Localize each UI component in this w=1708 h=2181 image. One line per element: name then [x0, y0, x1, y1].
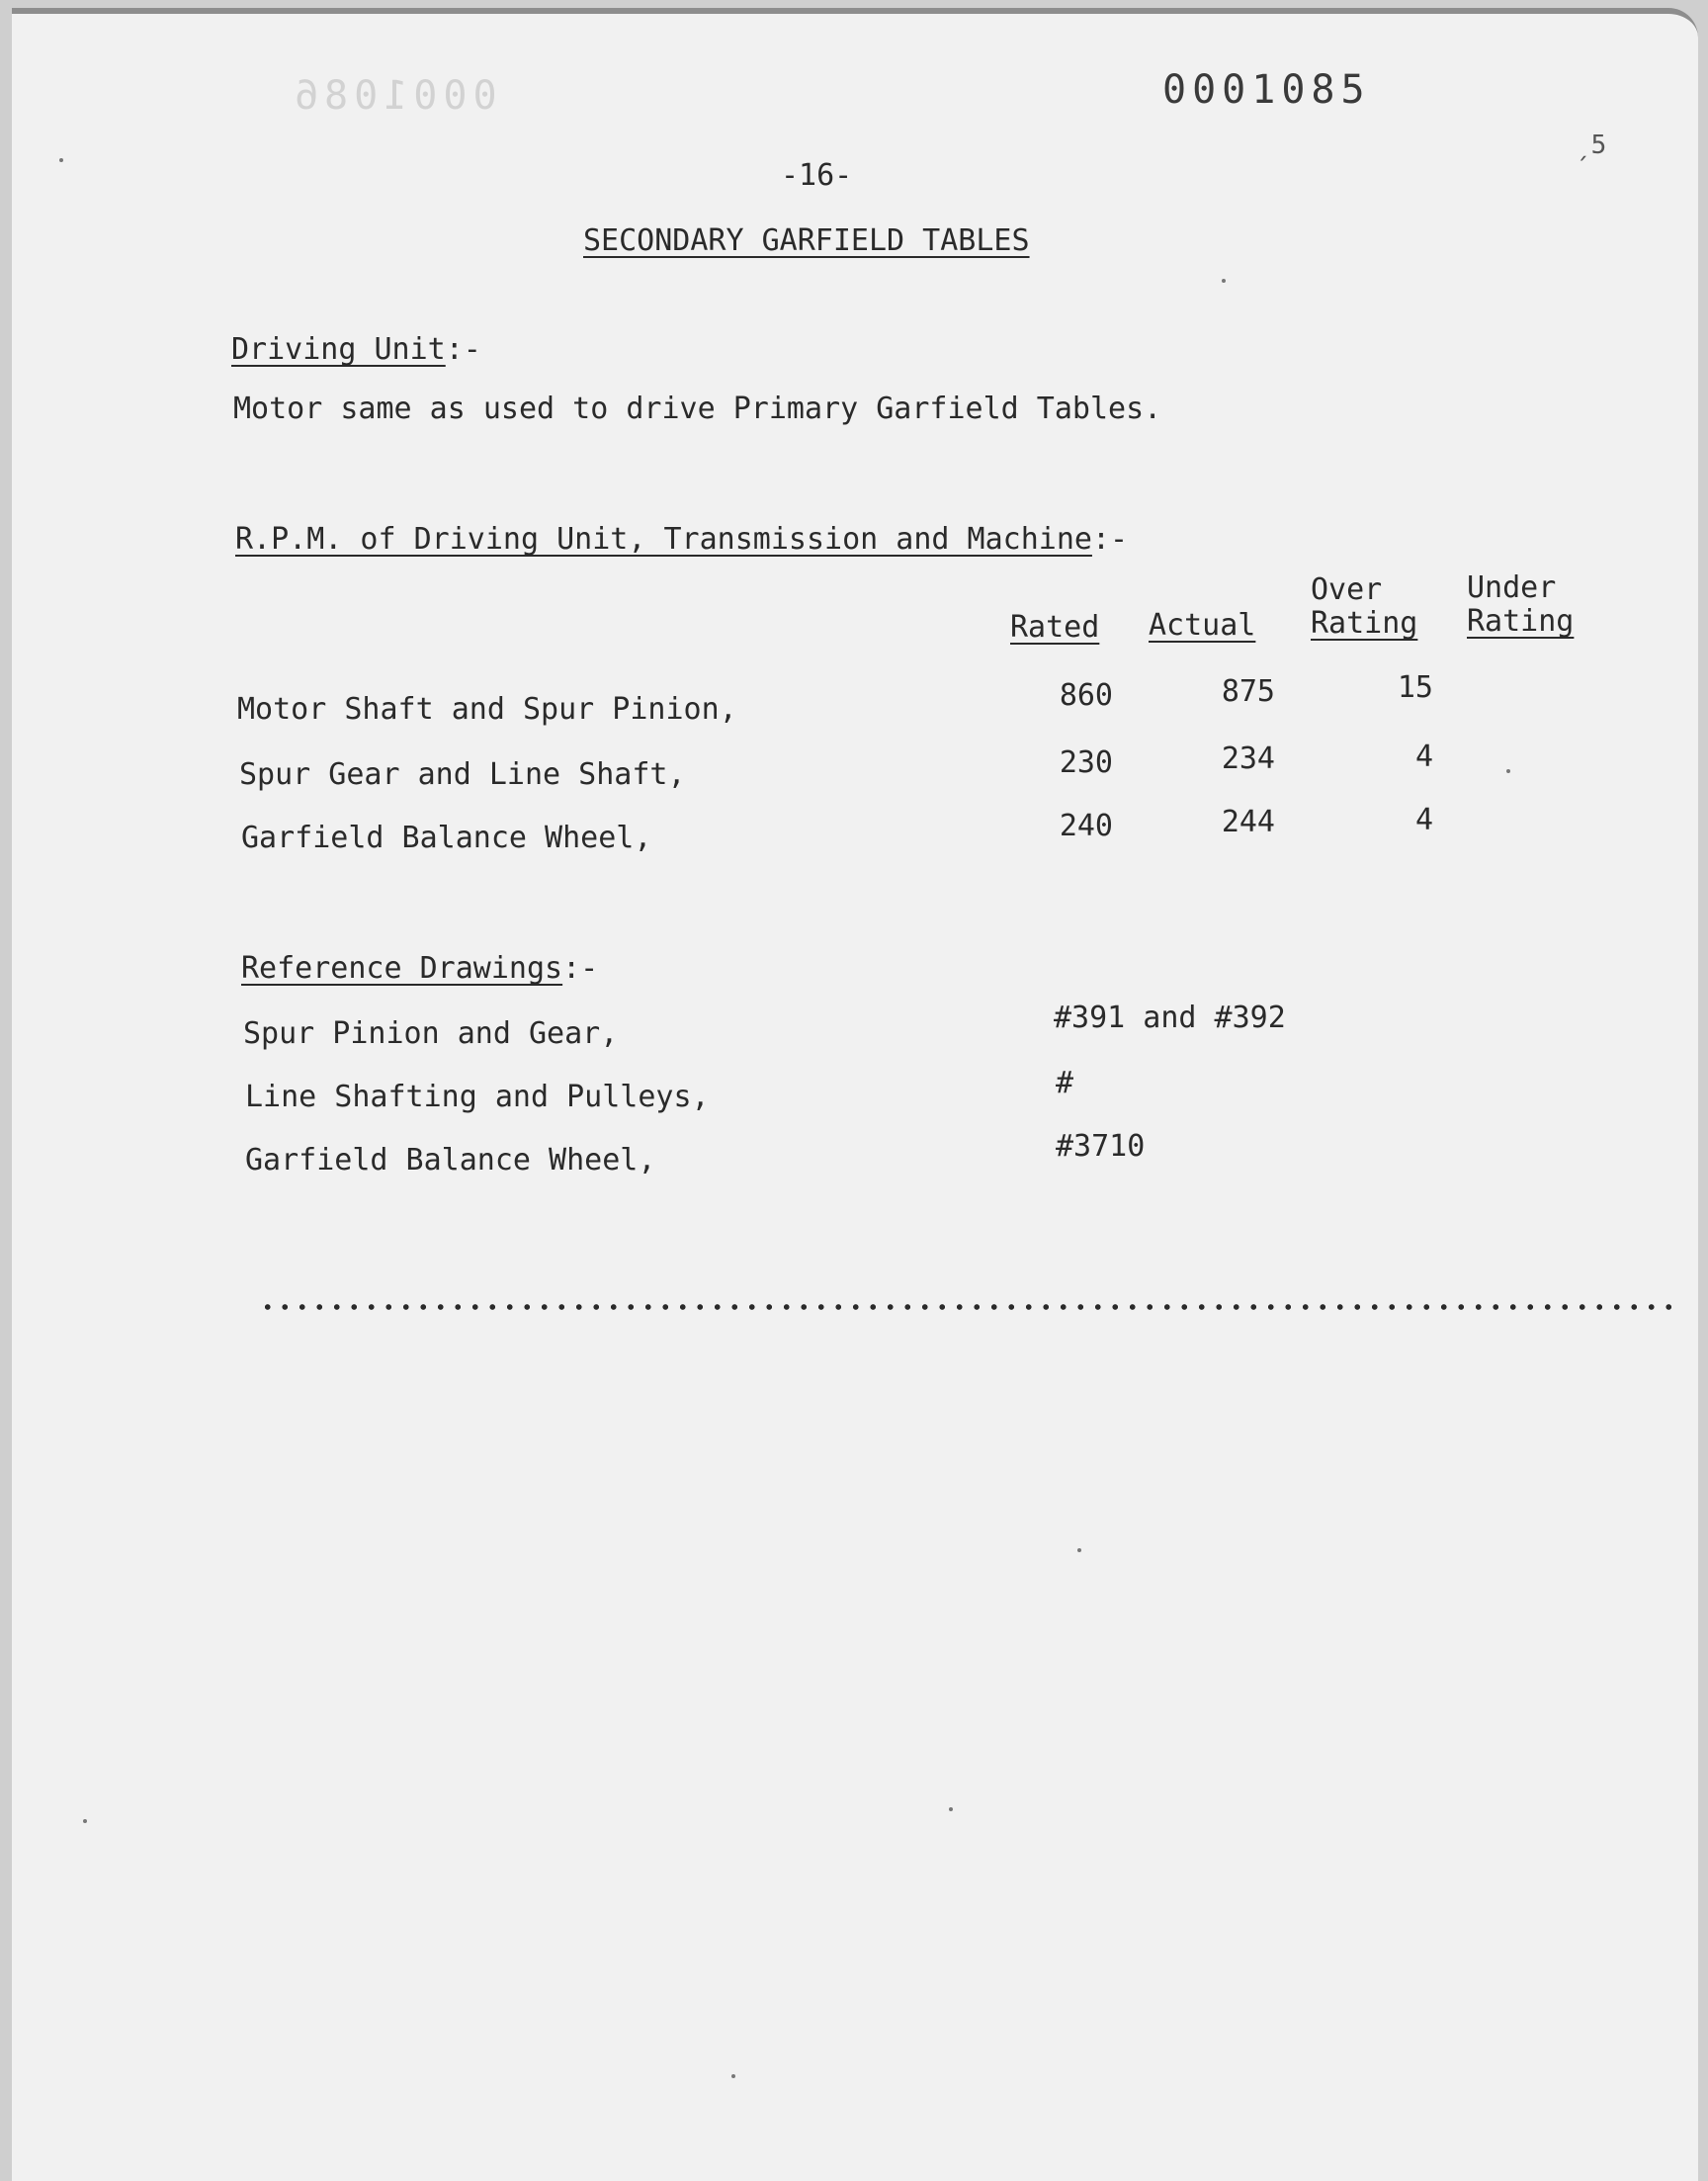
paper-speck: [1506, 769, 1510, 773]
over-value: 4: [1414, 803, 1433, 837]
reference-label: Garfield Balance Wheel,: [245, 1143, 656, 1178]
over-value: 4: [1414, 740, 1433, 774]
reference-value: #391 and #392: [1054, 1001, 1286, 1035]
reference-value: #: [1056, 1066, 1074, 1100]
page-number: -16-: [781, 158, 853, 193]
column-header-over: Over Rating: [1311, 572, 1418, 641]
page-title: SECONDARY GARFIELD TABLES: [583, 223, 1030, 258]
actual-value: 244: [1221, 805, 1275, 839]
rated-value: 230: [1059, 745, 1113, 780]
over-value: 15: [1397, 670, 1433, 705]
mirrored-serial-number: 0001086: [289, 73, 497, 119]
rpm-heading: R.P.M. of Driving Unit, Transmission and Machine:-: [235, 522, 1129, 557]
driving-unit-heading: Driving Unit:-: [231, 332, 481, 367]
reference-value: #3710: [1056, 1129, 1146, 1164]
paper-speck: [83, 1819, 87, 1823]
paper-speck: [731, 2074, 735, 2078]
paper-speck: [1077, 1548, 1081, 1552]
row-label: Motor Shaft and Spur Pinion,: [237, 692, 737, 727]
column-header-rated: Rated: [1010, 610, 1100, 645]
rated-value: 240: [1059, 809, 1113, 843]
actual-value: 875: [1221, 674, 1275, 709]
reference-heading: Reference Drawings:-: [241, 951, 599, 986]
reference-label: Spur Pinion and Gear,: [243, 1016, 619, 1051]
paper-speck: [1222, 279, 1226, 283]
driving-unit-text: Motor same as used to drive Primary Garfield Tables.: [233, 392, 1162, 426]
column-header-actual: Actual: [1149, 608, 1256, 643]
row-label: Spur Gear and Line Shaft,: [239, 757, 686, 792]
reference-label: Line Shafting and Pulleys,: [245, 1080, 710, 1114]
paper-speck: [59, 158, 63, 162]
actual-value: 234: [1221, 742, 1275, 776]
dotted-separator: [259, 1303, 1672, 1311]
paper-speck: [949, 1807, 953, 1811]
corner-mark: ˏ5: [1576, 131, 1607, 160]
serial-number: 0001085: [1162, 67, 1371, 113]
column-header-under: Under Rating: [1467, 570, 1575, 639]
row-label: Garfield Balance Wheel,: [241, 821, 652, 855]
rated-value: 860: [1059, 678, 1113, 713]
